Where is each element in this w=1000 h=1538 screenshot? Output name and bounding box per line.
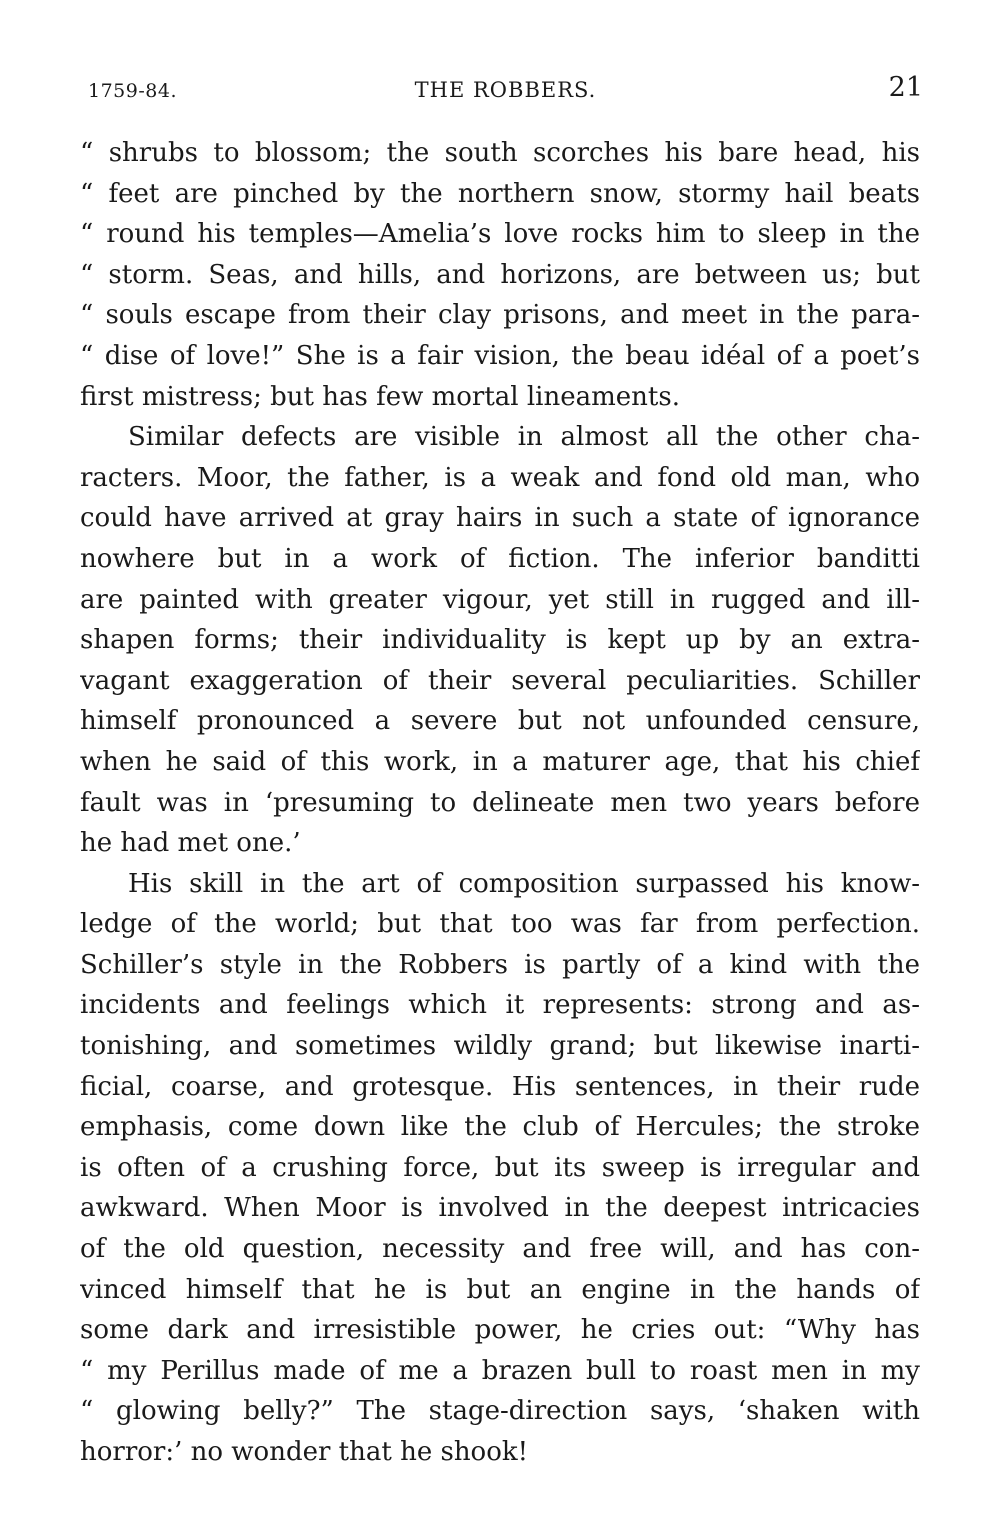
page-number: 21 xyxy=(888,72,923,103)
text-line: some dark and irresistible power, he cries out: “Why has xyxy=(80,1315,920,1346)
text-line: are painted with greater vigour, yet still in rugged and ill- xyxy=(80,584,920,615)
text-line: “ feet are pinched by the northern snow, stormy hail beats xyxy=(80,178,920,209)
running-header xyxy=(88,72,923,106)
text-line: could have arrived at gray hairs in such a state of ignorance xyxy=(80,503,920,534)
text-line: “ my Perillus made of me a brazen bull to roast men in my xyxy=(80,1355,920,1386)
text-line: “ shrubs to blossom; the south scorches his bare head, his xyxy=(80,138,920,168)
text-line: ledge of the world; but that too was far from perfection. xyxy=(80,909,920,940)
text-line: ficial, coarse, and grotesque. His sentences, in their rude xyxy=(80,1071,920,1102)
text-line: he had met one.’ xyxy=(80,828,301,859)
text-line: racters. Moor, the father, is a weak and fond old man, who xyxy=(80,462,920,493)
text-line: first mistress; but has few mortal lineaments. xyxy=(80,381,680,412)
text-line: vinced himself that he is but an engine in the hands of xyxy=(80,1274,920,1305)
text-line: Similar defects are visible in almost all the other cha- xyxy=(128,422,920,453)
text-line: awkward. When Moor is involved in the deepest intricacies xyxy=(80,1193,920,1224)
text-line: His skill in the art of composition surpassed his know- xyxy=(128,868,920,899)
text-line: tonishing, and sometimes wildly grand; but likewise inarti- xyxy=(80,1031,920,1062)
header-title: THE ROBBERS. xyxy=(414,78,597,102)
body-text xyxy=(80,133,920,1473)
text-line: “ round his temples—Amelia’s love rocks him to sleep in the xyxy=(80,219,920,250)
text-line: “ glowing belly?” The stage-direction says, ‘shaken with xyxy=(80,1396,920,1427)
text-line: fault was in ‘presuming to delineate men two years before xyxy=(80,787,920,818)
text-line: when he said of this work, in a maturer age, that his chief xyxy=(80,746,920,777)
text-line: “ dise of love!” She is a fair vision, the beau idéal of a poet’s xyxy=(80,340,920,371)
text-line: is often of a crushing force, but its sweep is irregular and xyxy=(80,1152,920,1183)
text-line: “ souls escape from their clay prisons, and meet in the para- xyxy=(80,300,920,331)
text-line: vagant exaggeration of their several peculiarities. Schiller xyxy=(80,665,920,696)
text-line: himself pronounced a severe but not unfounded censure, xyxy=(80,706,920,737)
text-line: emphasis, come down like the club of Hercules; the stroke xyxy=(80,1112,920,1143)
text-line: incidents and feelings which it represents: strong and as- xyxy=(80,990,920,1021)
text-line: Schiller’s style in the Robbers is partly of a kind with the xyxy=(80,949,920,980)
text-line: “ storm. Seas, and hills, and horizons, are between us; but xyxy=(80,259,920,290)
text-line: shapen forms; their individuality is kept up by an extra- xyxy=(80,625,920,656)
header-dates: 1759-84. xyxy=(88,80,177,102)
text-line: of the old question, necessity and free will, and has con- xyxy=(80,1234,920,1265)
text-line: nowhere but in a work of fiction. The inferior banditti xyxy=(80,543,920,574)
text-line: horror:’ no wonder that he shook! xyxy=(80,1437,529,1467)
